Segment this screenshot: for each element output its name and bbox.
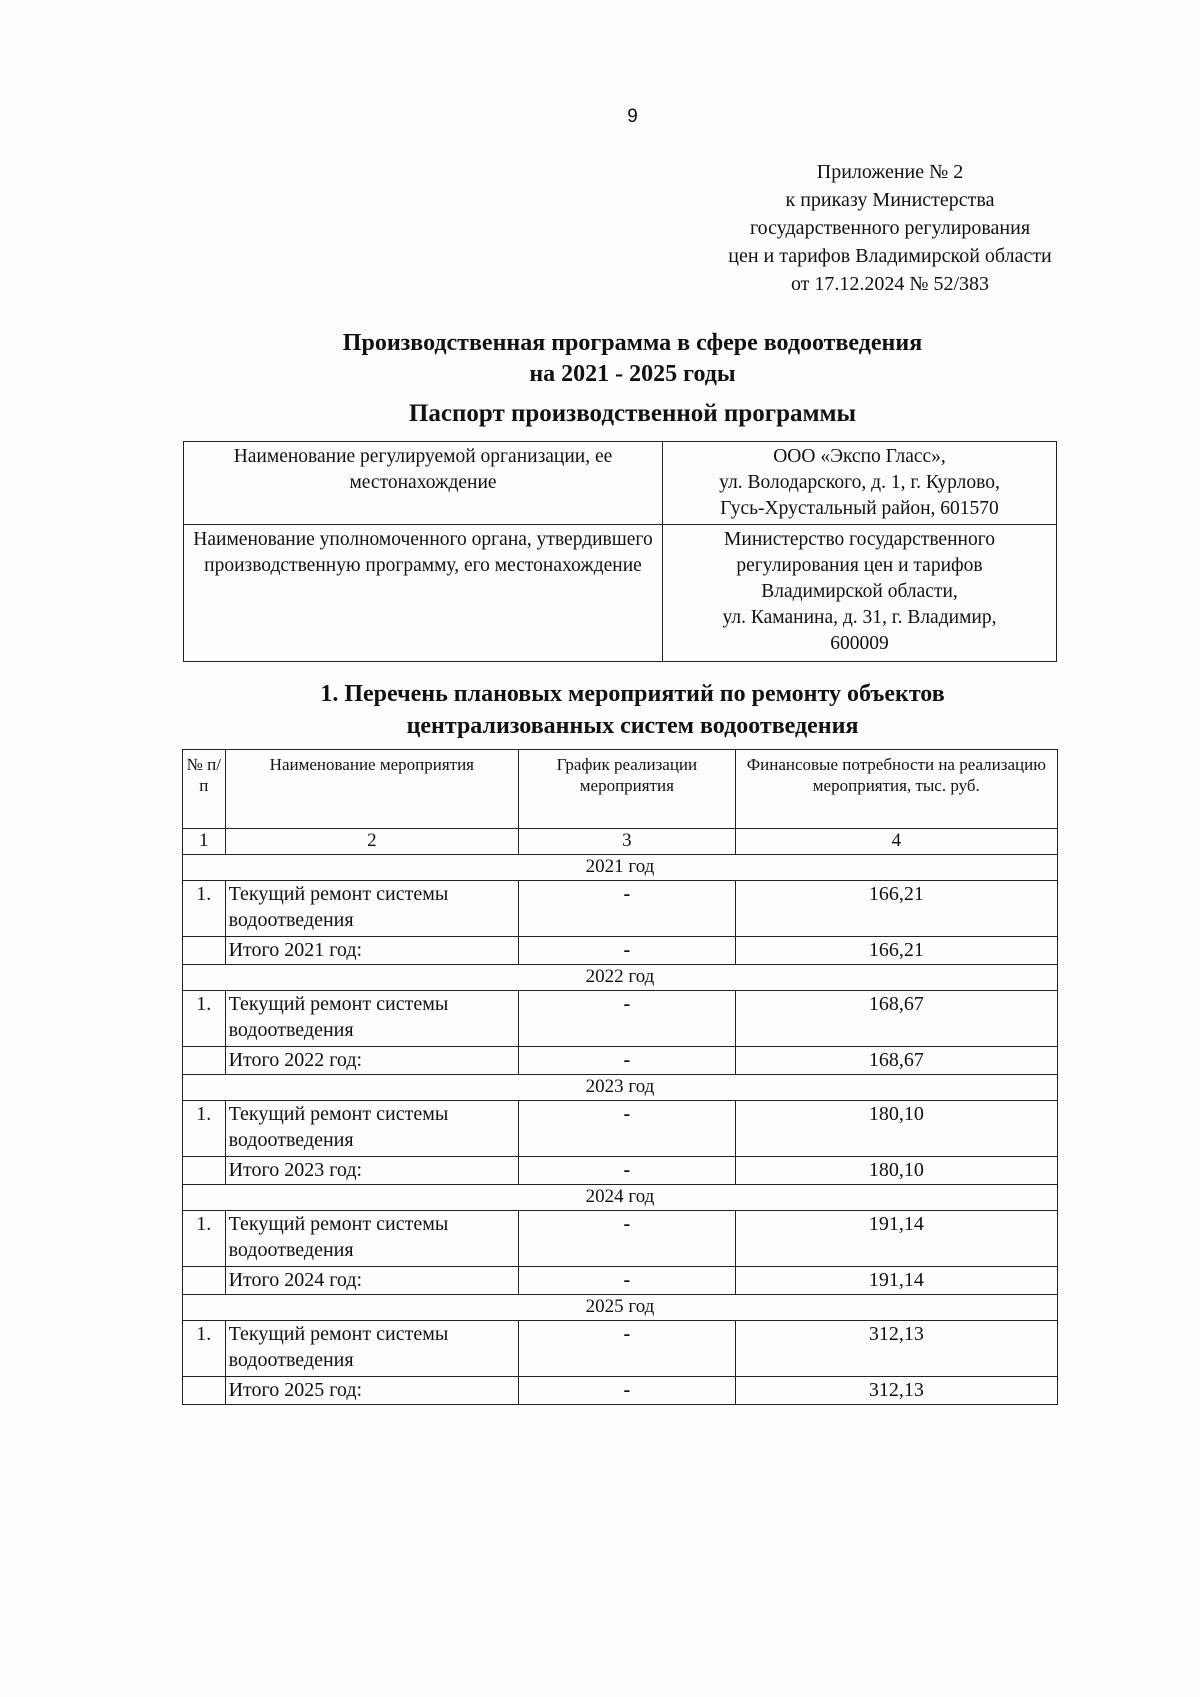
column-header: Финансовые потребности на реализацию мероприятия, тыс. руб. [735, 750, 1057, 829]
total-schedule: - [519, 1157, 736, 1185]
events-table [182, 749, 1058, 1405]
table-header-row [183, 750, 1058, 829]
title-line: на 2021 - 2025 годы [529, 361, 736, 387]
total-row [183, 1267, 1058, 1295]
column-number: 1 [183, 829, 226, 855]
total-amount: 180,10 [735, 1157, 1057, 1185]
item-name: Текущий ремонт системы водоотведения [225, 1321, 519, 1377]
total-row [183, 1377, 1058, 1405]
total-label: Итого 2025 год: [225, 1377, 519, 1405]
item-name: Текущий ремонт системы водоотведения [225, 881, 519, 937]
column-header: График реализации мероприятия [519, 750, 736, 829]
item-number: 1. [183, 991, 226, 1047]
year-row [183, 1075, 1058, 1101]
section-heading-line: 1. Перечень плановых мероприятий по ремонту объектов [320, 681, 945, 707]
empty-cell [183, 1047, 226, 1075]
year-row [183, 1295, 1058, 1321]
item-name: Текущий ремонт системы водоотведения [225, 1101, 519, 1157]
value-line: регулирования цен и тарифов [736, 555, 983, 576]
total-label: Итого 2021 год: [225, 937, 519, 965]
empty-cell [183, 1267, 226, 1295]
year-label: 2025 год [183, 1295, 1058, 1321]
table-row [183, 881, 1058, 937]
document-title [0, 328, 1200, 390]
item-number: 1. [183, 1211, 226, 1267]
passport-value [663, 525, 1057, 662]
total-row [183, 1157, 1058, 1185]
item-name: Текущий ремонт системы водоотведения [225, 1211, 519, 1267]
passport-heading: Паспорт производственной программы [408, 400, 857, 427]
passport-label: Наименование уполномоченного органа, утвердившего производственную программу, его местонахождение [184, 525, 663, 662]
total-amount: 191,14 [735, 1267, 1057, 1295]
total-amount: 168,67 [735, 1047, 1057, 1075]
section-heading-line: централизованных систем водоотведения [406, 713, 859, 739]
item-schedule: - [519, 881, 736, 937]
appendix-line: к приказу Министерства [785, 189, 995, 211]
column-number: 4 [735, 829, 1057, 855]
item-amount: 312,13 [735, 1321, 1057, 1377]
year-row [183, 855, 1058, 881]
item-schedule: - [519, 1211, 736, 1267]
total-row [183, 1047, 1058, 1075]
value-line: Министерство государственного [724, 529, 995, 550]
total-amount: 312,13 [735, 1377, 1057, 1405]
item-number: 1. [183, 1321, 226, 1377]
item-name: Текущий ремонт системы водоотведения [225, 991, 519, 1047]
year-label: 2022 год [183, 965, 1058, 991]
table-row [183, 991, 1058, 1047]
total-schedule: - [519, 1047, 736, 1075]
item-amount: 166,21 [735, 881, 1057, 937]
appendix-line: цен и тарифов Владимирской области [728, 245, 1052, 267]
empty-cell [183, 937, 226, 965]
table-row [183, 1101, 1058, 1157]
item-schedule: - [519, 991, 736, 1047]
value-line: Гусь-Хрустальный район, 601570 [720, 498, 999, 519]
item-schedule: - [519, 1321, 736, 1377]
total-schedule: - [519, 1377, 736, 1405]
year-row [183, 965, 1058, 991]
item-amount: 180,10 [735, 1101, 1057, 1157]
passport-label: Наименование регулируемой организации, ее местонахождение [184, 442, 663, 525]
empty-cell [183, 1157, 226, 1185]
item-amount: 191,14 [735, 1211, 1057, 1267]
column-header: № п/п [183, 750, 226, 829]
table-row [184, 442, 1057, 525]
year-row [183, 1185, 1058, 1211]
table-row [184, 525, 1057, 662]
column-number: 3 [519, 829, 736, 855]
appendix-header [690, 158, 1090, 298]
column-number: 2 [225, 829, 519, 855]
empty-cell [183, 1377, 226, 1405]
year-label: 2023 год [183, 1075, 1058, 1101]
value-line: 600009 [830, 633, 889, 654]
item-schedule: - [519, 1101, 736, 1157]
item-number: 1. [183, 1101, 226, 1157]
total-label: Итого 2023 год: [225, 1157, 519, 1185]
total-schedule: - [519, 1267, 736, 1295]
appendix-line: от 17.12.2024 № 52/383 [790, 273, 990, 295]
value-line: ул. Каманина, д. 31, г. Владимир, [722, 607, 997, 628]
title-line: Производственная программа в сфере водоотведения [342, 330, 923, 356]
year-label: 2024 год [183, 1185, 1058, 1211]
appendix-line: государственного регулирования [749, 217, 1031, 239]
total-schedule: - [519, 937, 736, 965]
value-line: ООО «Экспо Гласс», [773, 446, 946, 467]
table-row [183, 1211, 1058, 1267]
item-amount: 168,67 [735, 991, 1057, 1047]
section-heading [0, 678, 1200, 742]
total-label: Итого 2022 год: [225, 1047, 519, 1075]
value-line: Владимирской области, [761, 581, 958, 602]
item-number: 1. [183, 881, 226, 937]
total-amount: 166,21 [735, 937, 1057, 965]
value-line: ул. Володарского, д. 1, г. Курлово, [719, 472, 1000, 493]
table-row [183, 1321, 1058, 1377]
total-row [183, 937, 1058, 965]
passport-table [183, 441, 1057, 662]
appendix-line: Приложение № 2 [816, 161, 964, 183]
passport-value [663, 442, 1057, 525]
column-number-row [183, 829, 1058, 855]
page-number: 9 [627, 106, 638, 127]
year-label: 2021 год [183, 855, 1058, 881]
total-label: Итого 2024 год: [225, 1267, 519, 1295]
column-header: Наименование мероприятия [225, 750, 519, 829]
